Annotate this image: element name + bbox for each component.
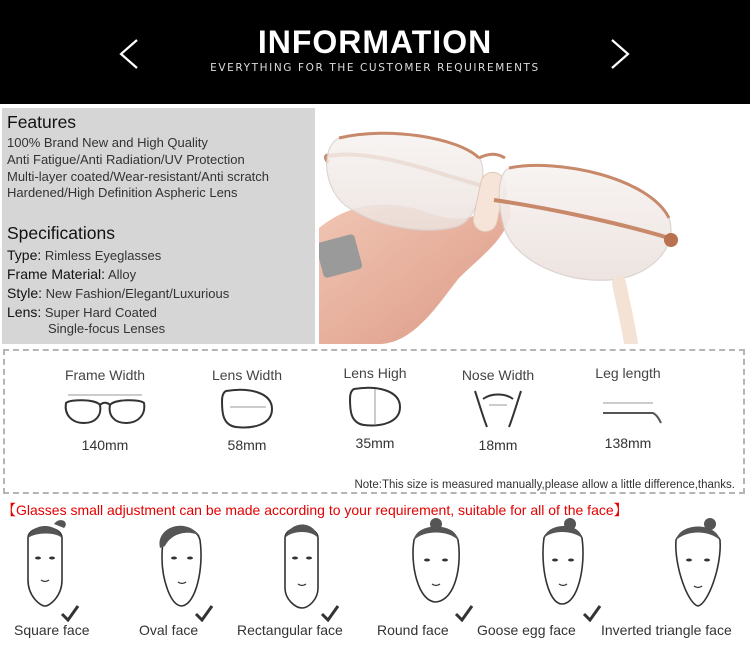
measure-leg-length: [568, 365, 688, 451]
spec-material: [7, 266, 136, 282]
spec-material-value: Alloy: [107, 267, 137, 282]
face-label-goose-egg: Goose egg face: [477, 622, 576, 638]
specifications-heading: Specifications: [7, 223, 115, 243]
features-heading: Features: [7, 112, 77, 132]
spec-lens-value-2: Single-focus Lenses: [48, 321, 166, 336]
measure-value: 140mm: [81, 437, 129, 453]
measure-lens-height: [315, 365, 435, 451]
face-label-square: Square face: [14, 622, 90, 638]
face-label-inverted-triangle: Inverted triangle face: [601, 622, 732, 638]
chevron-right-icon[interactable]: [604, 34, 634, 74]
measure-label: Nose Width: [461, 367, 535, 383]
feature-line: 100% Brand New and High Quality: [7, 135, 208, 150]
face-label-oval: Oval face: [139, 622, 199, 638]
spec-type-value: Rimless Eyeglasses: [44, 248, 162, 263]
page-title: INFORMATION: [257, 24, 493, 60]
goose-egg-face-icon: [543, 518, 600, 620]
frame-width-icon: [60, 383, 150, 433]
face-label-round: Round face: [377, 622, 449, 638]
measure-value: 138mm: [604, 435, 652, 451]
rectangular-face-icon: [285, 525, 338, 621]
face-label-rectangular: Rectangular face: [237, 622, 343, 638]
measure-lens-width: [187, 367, 307, 453]
header-banner: [0, 0, 750, 104]
measure-value: 18mm: [478, 437, 518, 453]
measure-frame-width: [45, 367, 165, 453]
leg-length-icon: [583, 381, 673, 431]
round-face-icon: [413, 518, 472, 620]
product-photo: [319, 108, 748, 344]
measure-value: 58mm: [227, 437, 267, 453]
face-shapes-illustration: [0, 518, 750, 622]
nose-width-icon: [453, 383, 543, 433]
spec-style: [7, 285, 229, 301]
spec-lens-label: Lens:: [7, 304, 42, 320]
measure-label: Frame Width: [64, 367, 146, 383]
spec-style-label: Style:: [7, 285, 43, 301]
oval-face-icon: [159, 526, 212, 620]
measure-nose-width: [438, 367, 558, 453]
spec-lens: [7, 304, 157, 320]
eyeglasses-photo-illustration: [319, 108, 748, 344]
measure-label: Lens Width: [211, 367, 283, 383]
specs-panel: [2, 108, 315, 344]
measurements-panel: [3, 349, 745, 494]
feature-line: Multi-layer coated/Wear-resistant/Anti scratch: [7, 169, 270, 184]
spec-style-value: New Fashion/Elegant/Luxurious: [45, 286, 230, 301]
measurement-note: Note:This size is measured manually,please allow a little difference,thanks.: [354, 479, 735, 491]
measure-value: 35mm: [355, 435, 395, 451]
spec-type: [7, 247, 161, 263]
spec-material-label: Frame Material:: [7, 266, 106, 282]
inverted-triangle-face-icon: [676, 518, 720, 606]
lens-height-icon: [330, 381, 420, 431]
measure-label: Leg length: [595, 365, 661, 381]
adjustment-notice: 【Glasses small adjustment can be made according to your requirement, suitable for all of the face】: [2, 502, 628, 518]
spec-type-label: Type:: [7, 247, 42, 263]
feature-line: Anti Fatigue/Anti Radiation/UV Protection: [7, 152, 245, 167]
spec-lens-value: Super Hard Coated: [44, 305, 157, 320]
square-face-icon: [28, 520, 78, 620]
lens-width-icon: [202, 383, 292, 433]
feature-line: Hardened/High Definition Aspheric Lens: [7, 185, 238, 200]
measure-label: Lens High: [343, 365, 407, 381]
page-subtitle: EVERYTHING FOR THE CUSTOMER REQUIREMENTS: [210, 62, 540, 74]
